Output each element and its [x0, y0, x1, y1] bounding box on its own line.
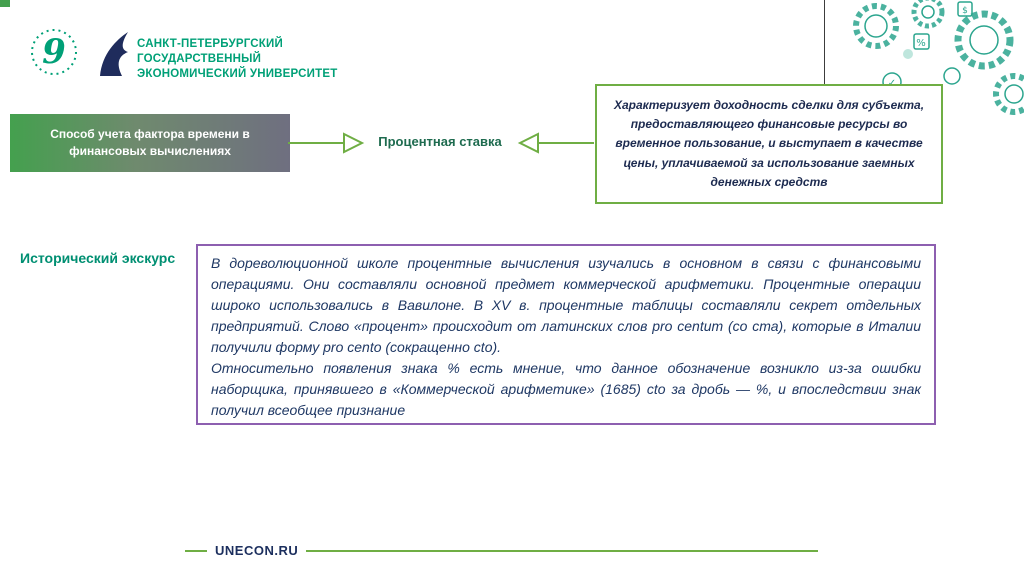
university-name-line2: ГОСУДАРСТВЕННЫЙ: [137, 52, 262, 65]
university-bird-logo-icon: [92, 28, 132, 85]
footer-site-label: UNECON.RU: [215, 543, 299, 558]
interest-rate-definition-text: Характеризует доходность сделки для субъекта, предоставляющего финансовые ресурсы во временное пользование, и выступает в качестве цены, уплачиваемой за использование заемных денежных средств: [613, 98, 925, 189]
corner-decor: [0, 0, 10, 7]
time-factor-box: [10, 114, 290, 172]
footer-rule-right: [306, 550, 818, 552]
history-paragraph-2: Относительно появления знака % есть мнение, что данное обозначение возникло из-за ошибки наборщика, принявшего в «Коммерческой арифметике» (1685) cto за дробь — %, и впоследствии знак получил всеобщее признание: [211, 360, 921, 418]
history-paragraph-1: В дореволюционной школе процентные вычисления изучались в основном в связи с финансовыми операциями. Они составляли основной предмет коммерческой арифметики. Процентные операции широко использовались в Вавилоне. В XV в. процентные таблицы составляли секрет отдельных предприятий. Слово «процент» происходит от латинских слов pro centum (со ста), которые в Италии получили форму pro cento (сокращенно cto).: [211, 255, 921, 355]
svg-text:%: %: [916, 38, 926, 49]
arrow-right-icon: [288, 130, 366, 161]
history-section-label: Исторический экскурс: [20, 250, 176, 266]
university-name-line1: САНКТ-ПЕТЕРБУРГСКИЙ: [137, 38, 283, 50]
university-emblem-9-icon: [28, 24, 80, 85]
interest-rate-label: Процентная ставка: [378, 134, 502, 149]
footer: [185, 543, 818, 558]
history-text-box: [196, 244, 936, 425]
time-factor-box-label: Способ учета фактора времени в финансовых вычислениях: [50, 126, 250, 158]
arrow-left-icon: [516, 130, 594, 161]
footer-rule-left: [185, 550, 207, 552]
svg-text:$: $: [962, 6, 968, 16]
svg-text:9: 9: [42, 32, 66, 72]
interest-rate-definition-box: [595, 84, 943, 204]
university-name-line3: ЭКОНОМИЧЕСКИЙ УНИВЕРСИТЕТ: [137, 67, 338, 80]
university-name: [137, 37, 337, 82]
